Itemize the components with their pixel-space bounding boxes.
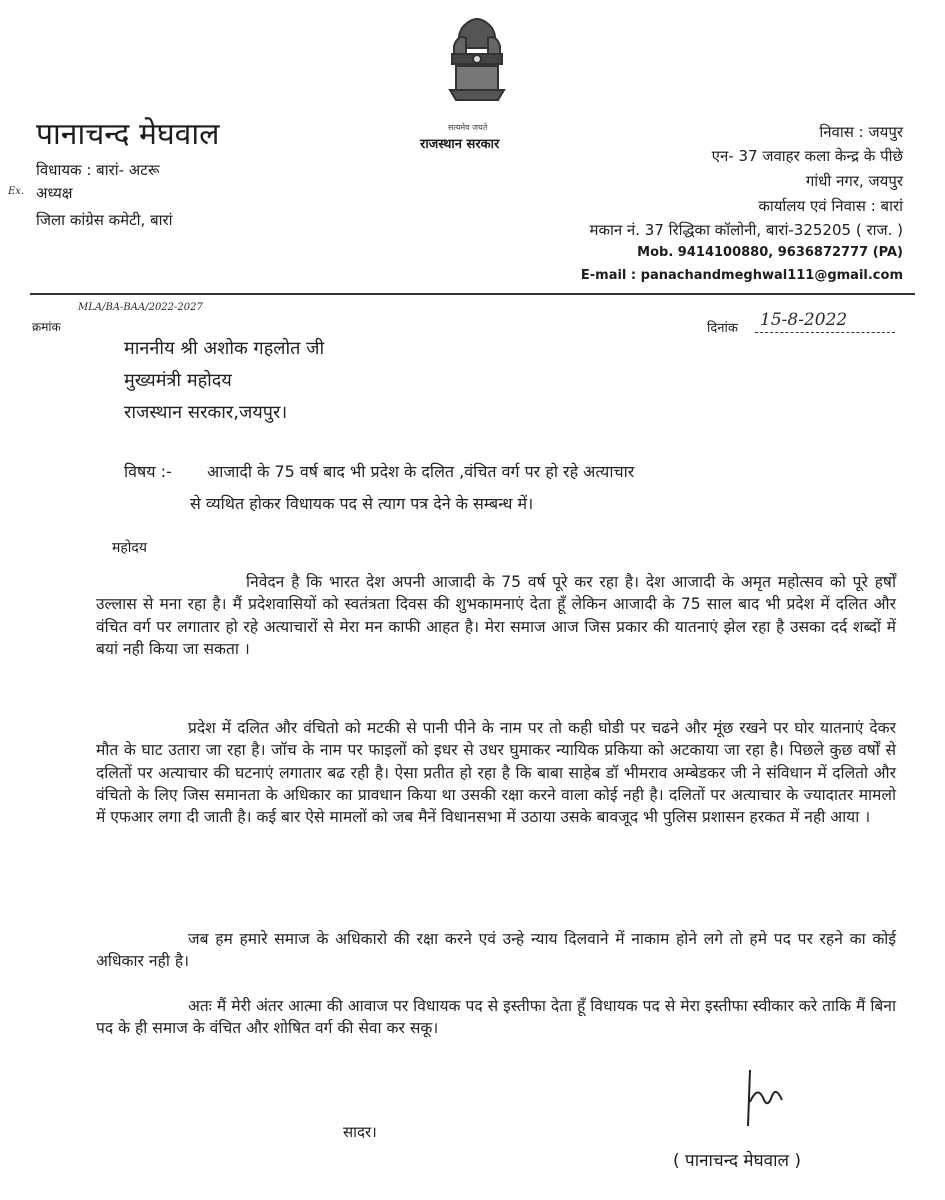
sender-designation: विधायक : बारां- अटरू (36, 161, 160, 179)
reference-number: MLA/BA-BAA/2022-2027 (78, 302, 203, 313)
emblem-motto: सत्यमेव जयते (448, 123, 488, 132)
body-paragraph-3 (96, 928, 896, 973)
date-value: 15-8-2022 (760, 310, 848, 330)
date-underline (755, 332, 895, 333)
sender-name: पानाचन्द मेघवाल (36, 117, 220, 152)
closing-regards: सादर। (343, 1123, 377, 1141)
office-address: मकान नं. 37 रिद्धिका कॉलोनी, बारां-325205 ( राज. ) (589, 221, 903, 239)
salutation: महोदय (112, 540, 147, 556)
handwritten-signature (730, 1062, 800, 1132)
header-divider (30, 293, 915, 295)
residence-label: निवास : जयपुर (819, 123, 903, 141)
sender-role: अध्यक्ष (36, 184, 73, 202)
handwritten-ex-mark: Ex. (8, 186, 25, 197)
emblem-caption: राजस्थान सरकार (420, 137, 500, 152)
sender-committee: जिला कांग्रेस कमेटी, बारां (36, 211, 173, 229)
body-paragraph-1 (96, 571, 896, 660)
subject-line1: आजादी के 75 वर्ष बाद भी प्रदेश के दलित ,वंचित वर्ग पर हो रहे अत्याचार (207, 462, 635, 481)
recipient-name: माननीय श्री अशोक गहलोत जी (124, 338, 325, 359)
date-label: दिनांक (707, 321, 738, 336)
recipient-office: राजस्थान सरकार,जयपुर। (124, 402, 288, 423)
paragraph-1-text: निवेदन है कि भारत देश अपनी आजादी के 75 वर्ष पूरे कर रहा है। देश आजादी के अमृत महोत्सव को पूरे हर्षों उल्लास से मना रहा है। मैं प्रदेशवासियों को स्वतंत्रता दिवस की शुभकामनाएं देता हूँ लेकिन आजादी के 75 साल बाद भी प्रदेश में दलित और वंचित वर्ग पर लगातार हो रहे अत्याचारों से मेरा मन काफी आहत है। मेरा समाज आज जिस प्रकार की यातनाएं झेल रहा है उसका दर्द शब्दों में बयां नही किया जा सकता । (96, 573, 896, 658)
office-label: कार्यालय एवं निवास : बारां (758, 197, 903, 215)
email-address: E-mail : panachandmeghwal111@gmail.com (580, 268, 903, 283)
paragraph-2-text: प्रदेश में दलित और वंचितो को मटकी से पानी पीने के नाम पर तो कही घोडी पर चढने और मूंछ रखने पर घोर यातनाएं देकर मौत के घाट उतारा जा रहा है। जॉच के नाम पर फाइलों को इधर से उधर घुमाकर न्यायिक प्रकिया को अटकाया जा रहा है। पिछले कुछ वर्षों से दलितों पर अत्याचार की घटनाएं लगातार बढ रही है। ऐसा प्रतीत हो रहा है कि बाबा साहेब डॉ भीमराव अम्बेडकर जी ने संविधान में दलितो और वंचितो के लिए जिस समानता के अधिकार का प्रावधान किया था उसकी रक्षा करने वाला कोई नही है। दलितों पर अत्याचार के ज्यादातर मामलो में एफआर लगा दी जाती है। कई बार ऐसे मामलों को जब मैनें विधानसभा में उठाया उसके बावजूद भी पुलिस प्रशासन हरकत में नही आया । (96, 719, 896, 827)
body-paragraph-2 (96, 717, 896, 828)
subject-line2: से व्यथित होकर विधायक पद से त्याग पत्र देने के सम्बन्ध में। (190, 494, 534, 513)
signatory-name: ( पानाचन्द मेघवाल ) (673, 1151, 802, 1171)
body-paragraph-4 (96, 995, 896, 1040)
residence-line2: गांधी नगर, जयपुर (805, 172, 903, 190)
subject-label: विषय :- (124, 462, 172, 481)
residence-line1: एन- 37 जवाहर कला केन्द्र के पीछे (711, 147, 903, 165)
reference-label: क्रमांक (32, 320, 61, 334)
paragraph-3-text: जब हम हमारे समाज के अधिकारो की रक्षा करने एवं उन्हे न्याय दिलवाने में नाकाम होने लगे तो हमे पद पर रहने का कोई अधिकार नही है। (96, 930, 896, 971)
recipient-title: मुख्यमंत्री महोदय (124, 370, 232, 391)
mobile-numbers: Mob. 9414100880, 9636872777 (PA) (637, 245, 903, 260)
lion-capital-emblem-icon (432, 8, 522, 118)
paragraph-4-text: अतः मैं मेरी अंतर आत्मा की आवाज पर विधायक पद से इस्तीफा देता हूँ विधायक पद से मेरा इस्तीफा स्वीकार करे ताकि मैं बिना पद के ही समाज के वंचित और शोषित वर्ग की सेवा कर सकू। (96, 997, 896, 1038)
